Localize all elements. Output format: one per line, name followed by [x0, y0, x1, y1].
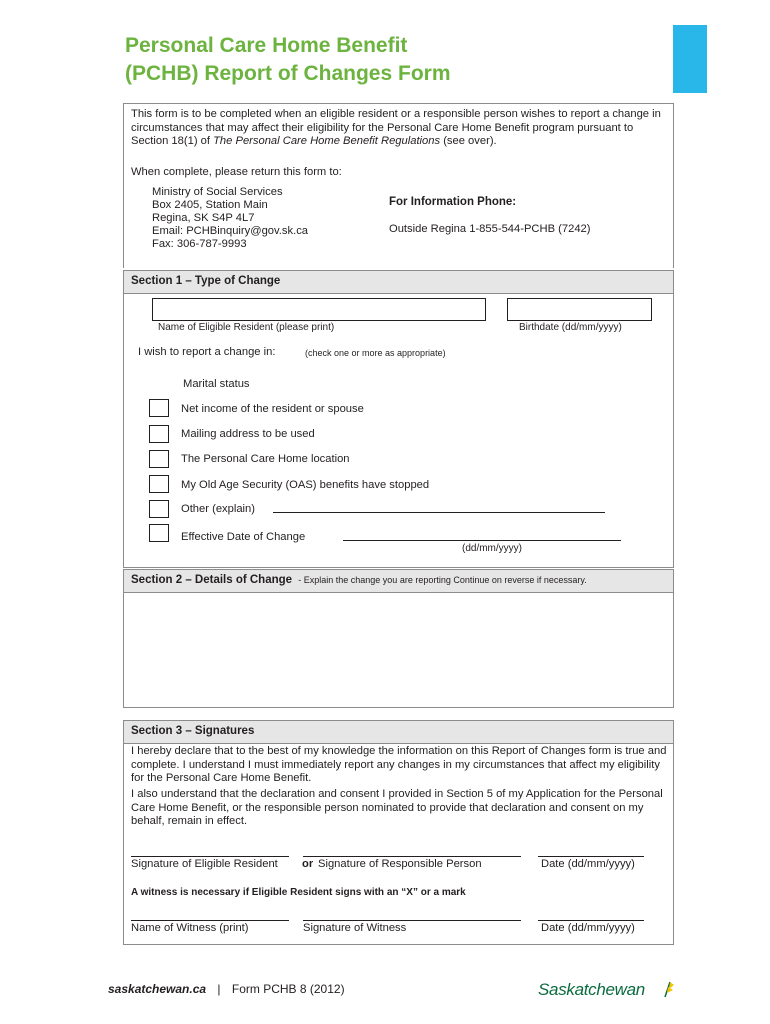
- address-line: Regina, SK S4P 4L7: [152, 212, 255, 224]
- home-location-label: The Personal Care Home location: [181, 453, 350, 465]
- home-location-checkbox[interactable]: [149, 450, 169, 468]
- birthdate-input[interactable]: [507, 298, 652, 321]
- witness-note: A witness is necessary if Eligible Resident signs with an “X” or a mark: [131, 887, 466, 898]
- resident-name-label: Name of Eligible Resident (please print): [158, 322, 335, 333]
- effective-date-checkbox[interactable]: [149, 524, 169, 542]
- info-phone: Outside Regina 1-855-544-PCHB (7242): [389, 223, 591, 235]
- birthdate-label: Birthdate (dd/mm/yyyy): [519, 322, 622, 333]
- intro-main: This form is to be completed when an eligible resident or a responsible person wishes to report a change in circumstances that may affect their eligibility for the Personal Care Home Benefit program pursuant to Section 18(1) of: [131, 108, 661, 147]
- declaration-para-2: I also understand that the declaration and consent I provided in Section 5 of my Application for the Personal Care Home Benefit, or the responsible person nominated to provide that declaration and consent on my behalf, remain in effect.: [131, 788, 663, 827]
- declaration-para-1: I hereby declare that to the best of my knowledge the information on this Report of Changes form is true and complete. I understand I must immediately report any changes in my circumstances that affect my eligibility for the Personal Care Home Benefit.: [131, 745, 667, 784]
- responsible-signature-input[interactable]: [303, 856, 521, 857]
- witness-name-label: Name of Witness (print): [131, 922, 249, 934]
- oas-label: My Old Age Security (OAS) benefits have stopped: [181, 479, 430, 491]
- witness-date-label: Date (dd/mm/yyyy): [541, 922, 635, 934]
- info-heading: For Information Phone:: [389, 196, 517, 208]
- witness-name-input[interactable]: [131, 920, 289, 921]
- wish-label: I wish to report a change in:: [138, 346, 276, 358]
- wheat-icon: [661, 980, 677, 998]
- oas-checkbox[interactable]: [149, 475, 169, 493]
- intro-regulations: The Personal Care Home Benefit Regulations: [213, 135, 441, 147]
- marital-status-label: Marital status: [183, 378, 250, 390]
- section-1-title: Section 1 – Type of Change: [124, 271, 673, 294]
- other-checkbox[interactable]: [149, 500, 169, 518]
- page-title: [125, 32, 451, 88]
- section-2-header: [124, 570, 673, 593]
- or-label: or: [302, 858, 314, 870]
- resident-name-input[interactable]: [152, 298, 486, 321]
- section-3-title: Section 3 – Signatures: [124, 721, 673, 744]
- title-line-1: Personal Care Home Benefit: [125, 34, 408, 57]
- mailing-address: [152, 186, 308, 251]
- mailing-address-checkbox[interactable]: [149, 425, 169, 443]
- mailing-address-label: Mailing address to be used: [181, 428, 315, 440]
- net-income-label: Net income of the resident or spouse: [181, 403, 364, 415]
- section-2-note: - Explain the change you are reporting Continue on reverse if necessary.: [298, 575, 587, 585]
- return-label: When complete, please return this form to:: [131, 166, 342, 178]
- witness-signature-label: Signature of Witness: [303, 922, 407, 934]
- effective-date-input[interactable]: [343, 540, 621, 541]
- intro-end: (see over).: [443, 135, 497, 147]
- signature-date-input[interactable]: [538, 856, 644, 857]
- intro-text: [131, 108, 671, 149]
- responsible-signature-label: Signature of Responsible Person: [318, 858, 482, 870]
- title-line-2: (PCHB) Report of Changes Form: [125, 62, 451, 85]
- other-label: Other (explain): [181, 503, 255, 515]
- details-textarea[interactable]: [124, 593, 673, 707]
- address-line: Ministry of Social Services: [152, 186, 283, 198]
- footer-form-id: Form PCHB 8 (2012): [231, 982, 345, 996]
- blue-tab-decoration: [673, 25, 707, 93]
- witness-signature-input[interactable]: [303, 920, 521, 921]
- signature-date-label: Date (dd/mm/yyyy): [541, 858, 635, 870]
- saskatchewan-logo: Saskatchewan: [538, 980, 645, 999]
- other-explain-input[interactable]: [273, 512, 605, 513]
- address-fax: Fax: 306-787-9993: [152, 238, 247, 250]
- effective-date-format: (dd/mm/yyyy): [462, 543, 522, 554]
- footer-separator: |: [217, 982, 221, 996]
- footer-left: [108, 982, 345, 996]
- effective-date-label: Effective Date of Change: [181, 531, 306, 543]
- address-line: Box 2405, Station Main: [152, 199, 268, 211]
- footer-site-link[interactable]: saskatchewan.ca: [108, 982, 207, 996]
- section-2-title: Section 2 – Details of Change: [131, 574, 293, 586]
- resident-signature-input[interactable]: [131, 856, 289, 857]
- net-income-checkbox[interactable]: [149, 399, 169, 417]
- witness-date-input[interactable]: [538, 920, 644, 921]
- resident-signature-label: Signature of Eligible Resident: [131, 858, 278, 870]
- address-email: Email: PCHBinquiry@gov.sk.ca: [152, 225, 309, 237]
- wish-note: (check one or more as appropriate): [305, 348, 446, 358]
